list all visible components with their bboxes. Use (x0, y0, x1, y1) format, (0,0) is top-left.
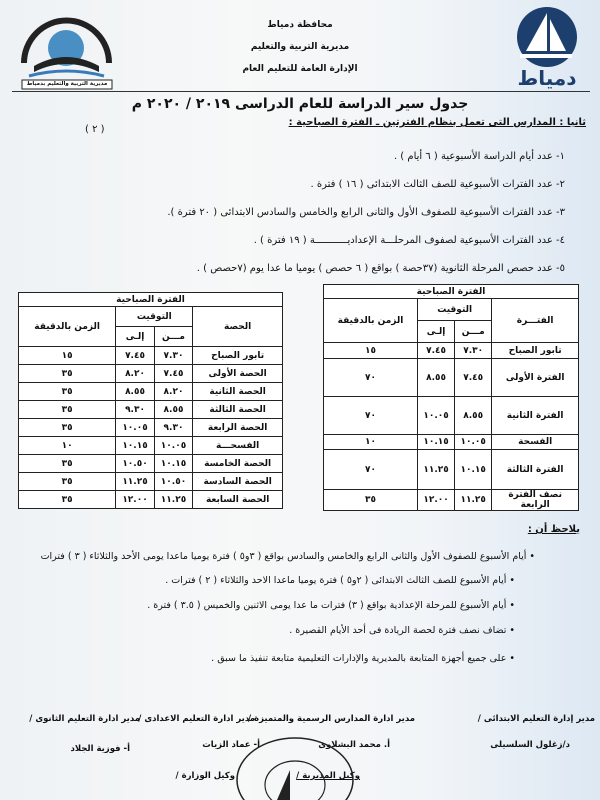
from-time: ٨.٢٠ (154, 383, 192, 401)
period-name: تابور الصباح (492, 343, 579, 359)
to-time: ١٠.٥٠ (116, 455, 154, 473)
signature-role: مدير إدارة التعليم الابتدائى / (477, 714, 595, 724)
from-time: ٧.٤٥ (154, 365, 192, 383)
from-time: ٧.٣٠ (154, 347, 192, 365)
right-logo (492, 5, 592, 90)
table-row (324, 397, 579, 435)
table-row (19, 347, 283, 365)
signature-name: أ- فوزية الجلاد (70, 744, 130, 754)
period-name: الفترة الأولى (492, 359, 579, 397)
deputy-directorate: وكيل المديرية / (296, 771, 360, 781)
signature-name: أ. محمد البشلاوى (318, 740, 390, 750)
note-item: • تضاف نصف فترة لحصة الريادة فى أحد الأيام القصيرة . (289, 625, 515, 636)
note-item: • أيام الأسبوع للصف الثالث الابتدائى ( ٢و٥ ) فترة يوميا ماعدا الاحد والثلاثاء ( ٢ ) فترات . (165, 575, 515, 586)
from-time: ١٠.١٥ (455, 450, 492, 490)
from-time: ١٠.١٥ (154, 455, 192, 473)
table-row (19, 491, 283, 509)
duration: ٣٥ (19, 473, 116, 491)
table-row (324, 490, 579, 511)
page-number: ( ٢ ) (85, 124, 105, 135)
from-time: ٨.٥٥ (154, 401, 192, 419)
to-time: ٩.٣٠ (116, 401, 154, 419)
duration: ٧٠ (324, 450, 418, 490)
page-title: جدول سير الدراسة للعام الدراسى ٢٠١٩ / ٢٠٢٠ م (131, 96, 469, 112)
to-time: ٨.٥٥ (417, 359, 454, 397)
table-row (19, 401, 283, 419)
to-time: ٧.٤٥ (417, 343, 454, 359)
table-title: الفترة الصباحية (19, 293, 283, 307)
table-row (19, 437, 283, 455)
table-row (324, 435, 579, 450)
from-time: ١١.٢٥ (154, 491, 192, 509)
to-time: ١٢.٠٠ (116, 491, 154, 509)
svg-text:دمياط: دمياط (517, 66, 577, 90)
to-time: ١٠.١٥ (417, 435, 454, 450)
period-name: الفترة الثالثة (492, 450, 579, 490)
classes-table (18, 292, 283, 509)
table-row (324, 343, 579, 359)
period-name: الفسحـــة (193, 437, 283, 455)
duration: ٣٥ (19, 419, 116, 437)
to-time: ١٠.٠٥ (417, 397, 454, 435)
periods-table (323, 284, 579, 511)
signature-role: مدير ادارة المدارس الرسمية والمتميزة / (247, 714, 415, 724)
note-item: • أيام الأسبوع للصفوف الأول والثانى الرابع والخامس والسادس بواقع ( ٣و٥ ) فترة يوميا ماعدا يومى الأحد والثلاثاء ( ٣ ) فترات (40, 551, 535, 562)
duration: ٣٥ (19, 491, 116, 509)
from-time: ٧.٣٠ (455, 343, 492, 359)
duration: ٣٥ (19, 365, 116, 383)
table-row (19, 455, 283, 473)
list-item: ٥- عدد حصص المرحلة الثانوية (٣٧حصة ) بواقع ( ٦ حصص ) يوميا ما عدا يوم (٧حصص ) . (196, 263, 565, 274)
table-row (324, 450, 579, 490)
signature-name: د/زغلول السلسيلى (490, 740, 570, 750)
section-subtitle: ثانيا : المدارس التى تعمل بنظام الفترتين ـ الفترة الصباحية : (288, 117, 586, 128)
col-header-timing: التوقيت (116, 307, 193, 327)
duration: ١٠ (19, 437, 116, 455)
col-header-to: إلـى (116, 327, 154, 347)
col-header-from: مـــن (154, 327, 192, 347)
list-item: ٢- عدد الفترات الأسبوعية للصف الثالث الابتدائى ( ١٦ ) فترة . (310, 179, 565, 190)
deputy-ministry: وكيل الوزارة / (175, 771, 235, 781)
list-item: ٤- عدد الفترات الأسبوعية لصفوف المرحلـــة الإعداديـــــــــــة ( ١٩ فترة ) . (253, 235, 565, 246)
period-name: الحصة الرابعة (193, 419, 283, 437)
to-time: ١٠.٠٥ (116, 419, 154, 437)
col-header-to: إلـى (417, 321, 454, 343)
to-time: ٨.٢٠ (116, 365, 154, 383)
period-name: الفسحة (492, 435, 579, 450)
col-header-minutes: الزمن بالدقيقة (324, 299, 418, 343)
to-time: ٧.٤٥ (116, 347, 154, 365)
col-header-minutes: الزمن بالدقيقة (19, 307, 116, 347)
from-time: ٧.٤٥ (455, 359, 492, 397)
from-time: ١١.٢٥ (455, 490, 492, 511)
duration: ١٠ (324, 435, 418, 450)
period-name: الحصة السابعة (193, 491, 283, 509)
duration: ٣٥ (19, 401, 116, 419)
from-time: ٩.٣٠ (154, 419, 192, 437)
from-time: ١٠.٠٥ (455, 435, 492, 450)
official-stamp-icon (235, 730, 355, 800)
period-name: الحصة الأولى (193, 365, 283, 383)
administration-name: الإدارة العامة للتعليم العام (242, 64, 358, 74)
from-time: ١٠.٥٠ (154, 473, 192, 491)
col-header-period: الفتـــرة (492, 299, 579, 343)
period-name: الحصة السادسة (193, 473, 283, 491)
sailboat-logo-icon (492, 5, 592, 90)
to-time: ١١.٢٥ (116, 473, 154, 491)
left-logo (14, 8, 119, 90)
table-row (19, 365, 283, 383)
header-divider (12, 91, 590, 92)
period-name: الفترة الثانية (492, 397, 579, 435)
table-row (19, 383, 283, 401)
col-header-period: الحصة (193, 307, 283, 347)
duration: ٣٥ (19, 455, 116, 473)
table-row (19, 419, 283, 437)
directorate-logo-icon (14, 8, 119, 90)
duration: ٣٥ (324, 490, 418, 511)
duration: ٧٠ (324, 397, 418, 435)
period-name: الحصة الثانية (193, 383, 283, 401)
signature-role: مدير ادارة التعليم الثانوى / (29, 714, 140, 724)
to-time: ١٠.١٥ (116, 437, 154, 455)
signature-role: مدير ادارة التعليم الاعدادى / (138, 714, 255, 724)
duration: ١٥ (19, 347, 116, 365)
governorate-name: محافظة دمياط (267, 20, 333, 30)
directorate-name: مديرية التربية والتعليم (250, 42, 350, 52)
col-header-from: مـــن (455, 321, 492, 343)
note-item: • على جميع أجهزة المتابعة بالمديرية والإدارات التعليمية متابعة تنفيذ ما سبق . (211, 653, 515, 664)
note-item: • أيام الأسبوع للمرحلة الإعدادية بواقع ( ٣) فترات ما عدا يومى الاثنين والخميس ( ٣.٥ ) فترة . (147, 600, 515, 611)
table-row (324, 359, 579, 397)
list-item: ١- عدد أيام الدراسة الأسبوعية ( ٦ أيام ) . (393, 151, 565, 162)
notes-label: يلاحظ أن : (527, 524, 580, 535)
table-title: الفترة الصباحية (324, 285, 579, 299)
from-time: ٨.٥٥ (455, 397, 492, 435)
period-name: الحصة الثالثة (193, 401, 283, 419)
duration: ٣٥ (19, 383, 116, 401)
to-time: ٨.٥٥ (116, 383, 154, 401)
to-time: ١٢.٠٠ (417, 490, 454, 511)
left-logo-banner-text: مديرية التربية والتعليم بدمياط (26, 81, 108, 87)
table-row (19, 473, 283, 491)
list-item: ٣- عدد الفترات الأسبوعية للصفوف الأول والثانى الرابع والخامس والسادس الابتدائى ( ٢٠ فترة ). (167, 207, 565, 218)
signature-name: أ- عماد الزيات (202, 740, 260, 750)
from-time: ١٠.٠٥ (154, 437, 192, 455)
to-time: ١١.٢٥ (417, 450, 454, 490)
duration: ١٥ (324, 343, 418, 359)
period-name: الحصة الخامسة (193, 455, 283, 473)
duration: ٧٠ (324, 359, 418, 397)
period-name: نصف الفترة الرابعة (492, 490, 579, 511)
period-name: تابور الصباح (193, 347, 283, 365)
col-header-timing: التوقيت (417, 299, 491, 321)
